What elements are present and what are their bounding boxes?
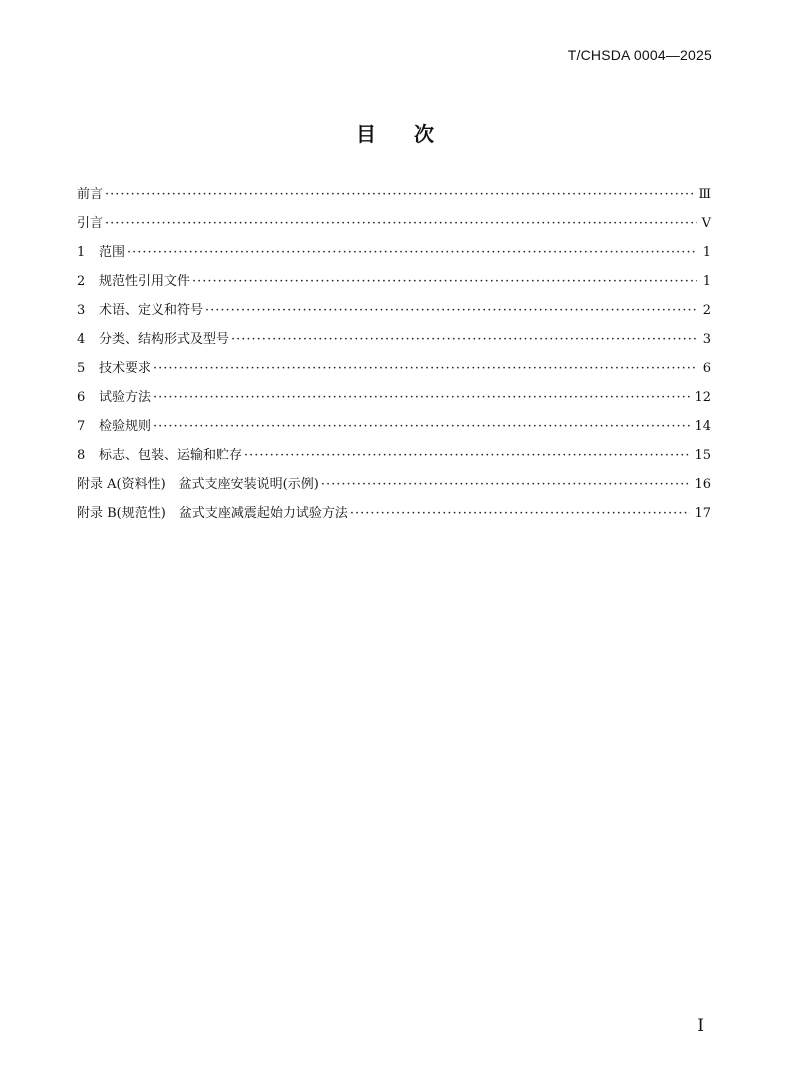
toc-entry-number: 2	[77, 274, 86, 289]
toc-entry-label: 术语、定义和符号	[99, 303, 204, 318]
table-of-contents	[77, 183, 711, 531]
toc-entry-technical-requirements[interactable]	[77, 357, 711, 386]
toc-entry-annex-a[interactable]	[77, 473, 711, 502]
toc-leader-dots	[205, 303, 697, 318]
toc-entry-introduction[interactable]	[77, 212, 711, 241]
toc-leader-dots	[231, 332, 697, 347]
toc-entry-page: Ⅲ	[698, 187, 711, 202]
toc-entry-number: 7	[77, 419, 86, 434]
toc-leader-dots	[321, 477, 691, 492]
toc-leader-dots	[153, 390, 690, 405]
toc-entry-label: 范围	[99, 245, 126, 260]
toc-leader-dots	[350, 506, 691, 521]
toc-entry-label: 分类、结构形式及型号	[99, 332, 230, 347]
toc-leader-dots	[192, 274, 697, 289]
toc-entry-test-methods[interactable]	[77, 386, 711, 415]
toc-entry-terms-definitions[interactable]	[77, 299, 711, 328]
toc-entry-label: 前言	[77, 187, 104, 202]
toc-entry-page: 3	[702, 332, 711, 347]
toc-entry-number: 3	[77, 303, 86, 318]
toc-entry-label: 规范性引用文件	[99, 274, 191, 289]
toc-entry-number: 5	[77, 361, 86, 376]
toc-entry-label: 试验方法	[99, 390, 152, 405]
toc-entry-normative-references[interactable]	[77, 270, 711, 299]
toc-entry-preface[interactable]	[77, 183, 711, 212]
document-code: T/CHSDA 0004—2025	[567, 47, 712, 63]
toc-leader-dots	[153, 361, 697, 376]
toc-entry-inspection-rules[interactable]	[77, 415, 711, 444]
toc-entry-page: 6	[702, 361, 711, 376]
toc-leader-dots	[105, 216, 697, 231]
toc-entry-page: 1	[702, 274, 711, 289]
page-number: I	[697, 1016, 704, 1036]
toc-entry-annex-b[interactable]	[77, 502, 711, 531]
toc-leader-dots	[105, 187, 694, 202]
toc-entry-number: 8	[77, 448, 86, 463]
toc-entry-number: 1	[77, 245, 86, 260]
toc-leader-dots	[153, 419, 690, 434]
toc-entry-label: 检验规则	[99, 419, 152, 434]
toc-entry-classification[interactable]	[77, 328, 711, 357]
toc-entry-number: 6	[77, 390, 86, 405]
toc-entry-page: 2	[702, 303, 711, 318]
toc-entry-number: 4	[77, 332, 86, 347]
toc-leader-dots	[127, 245, 697, 260]
toc-entry-label: 附录 A(资料性) 盆式支座安装说明(示例)	[77, 477, 319, 492]
toc-entry-page: 17	[694, 506, 711, 521]
toc-entry-page: 1	[702, 245, 711, 260]
page-title: 目次	[356, 122, 472, 146]
toc-entry-label: 技术要求	[99, 361, 152, 376]
toc-entry-scope[interactable]	[77, 241, 711, 270]
toc-entry-marking-packaging[interactable]	[77, 444, 711, 473]
toc-entry-page: Ⅴ	[701, 216, 711, 231]
toc-entry-label: 引言	[77, 216, 104, 231]
toc-entry-page: 12	[694, 390, 711, 405]
toc-entry-label: 标志、包装、运输和贮存	[99, 448, 243, 463]
toc-entry-page: 14	[694, 419, 711, 434]
toc-entry-page: 16	[694, 477, 711, 492]
toc-entry-page: 15	[694, 448, 711, 463]
toc-entry-label: 附录 B(规范性) 盆式支座减震起始力试验方法	[77, 506, 348, 521]
toc-leader-dots	[244, 448, 690, 463]
